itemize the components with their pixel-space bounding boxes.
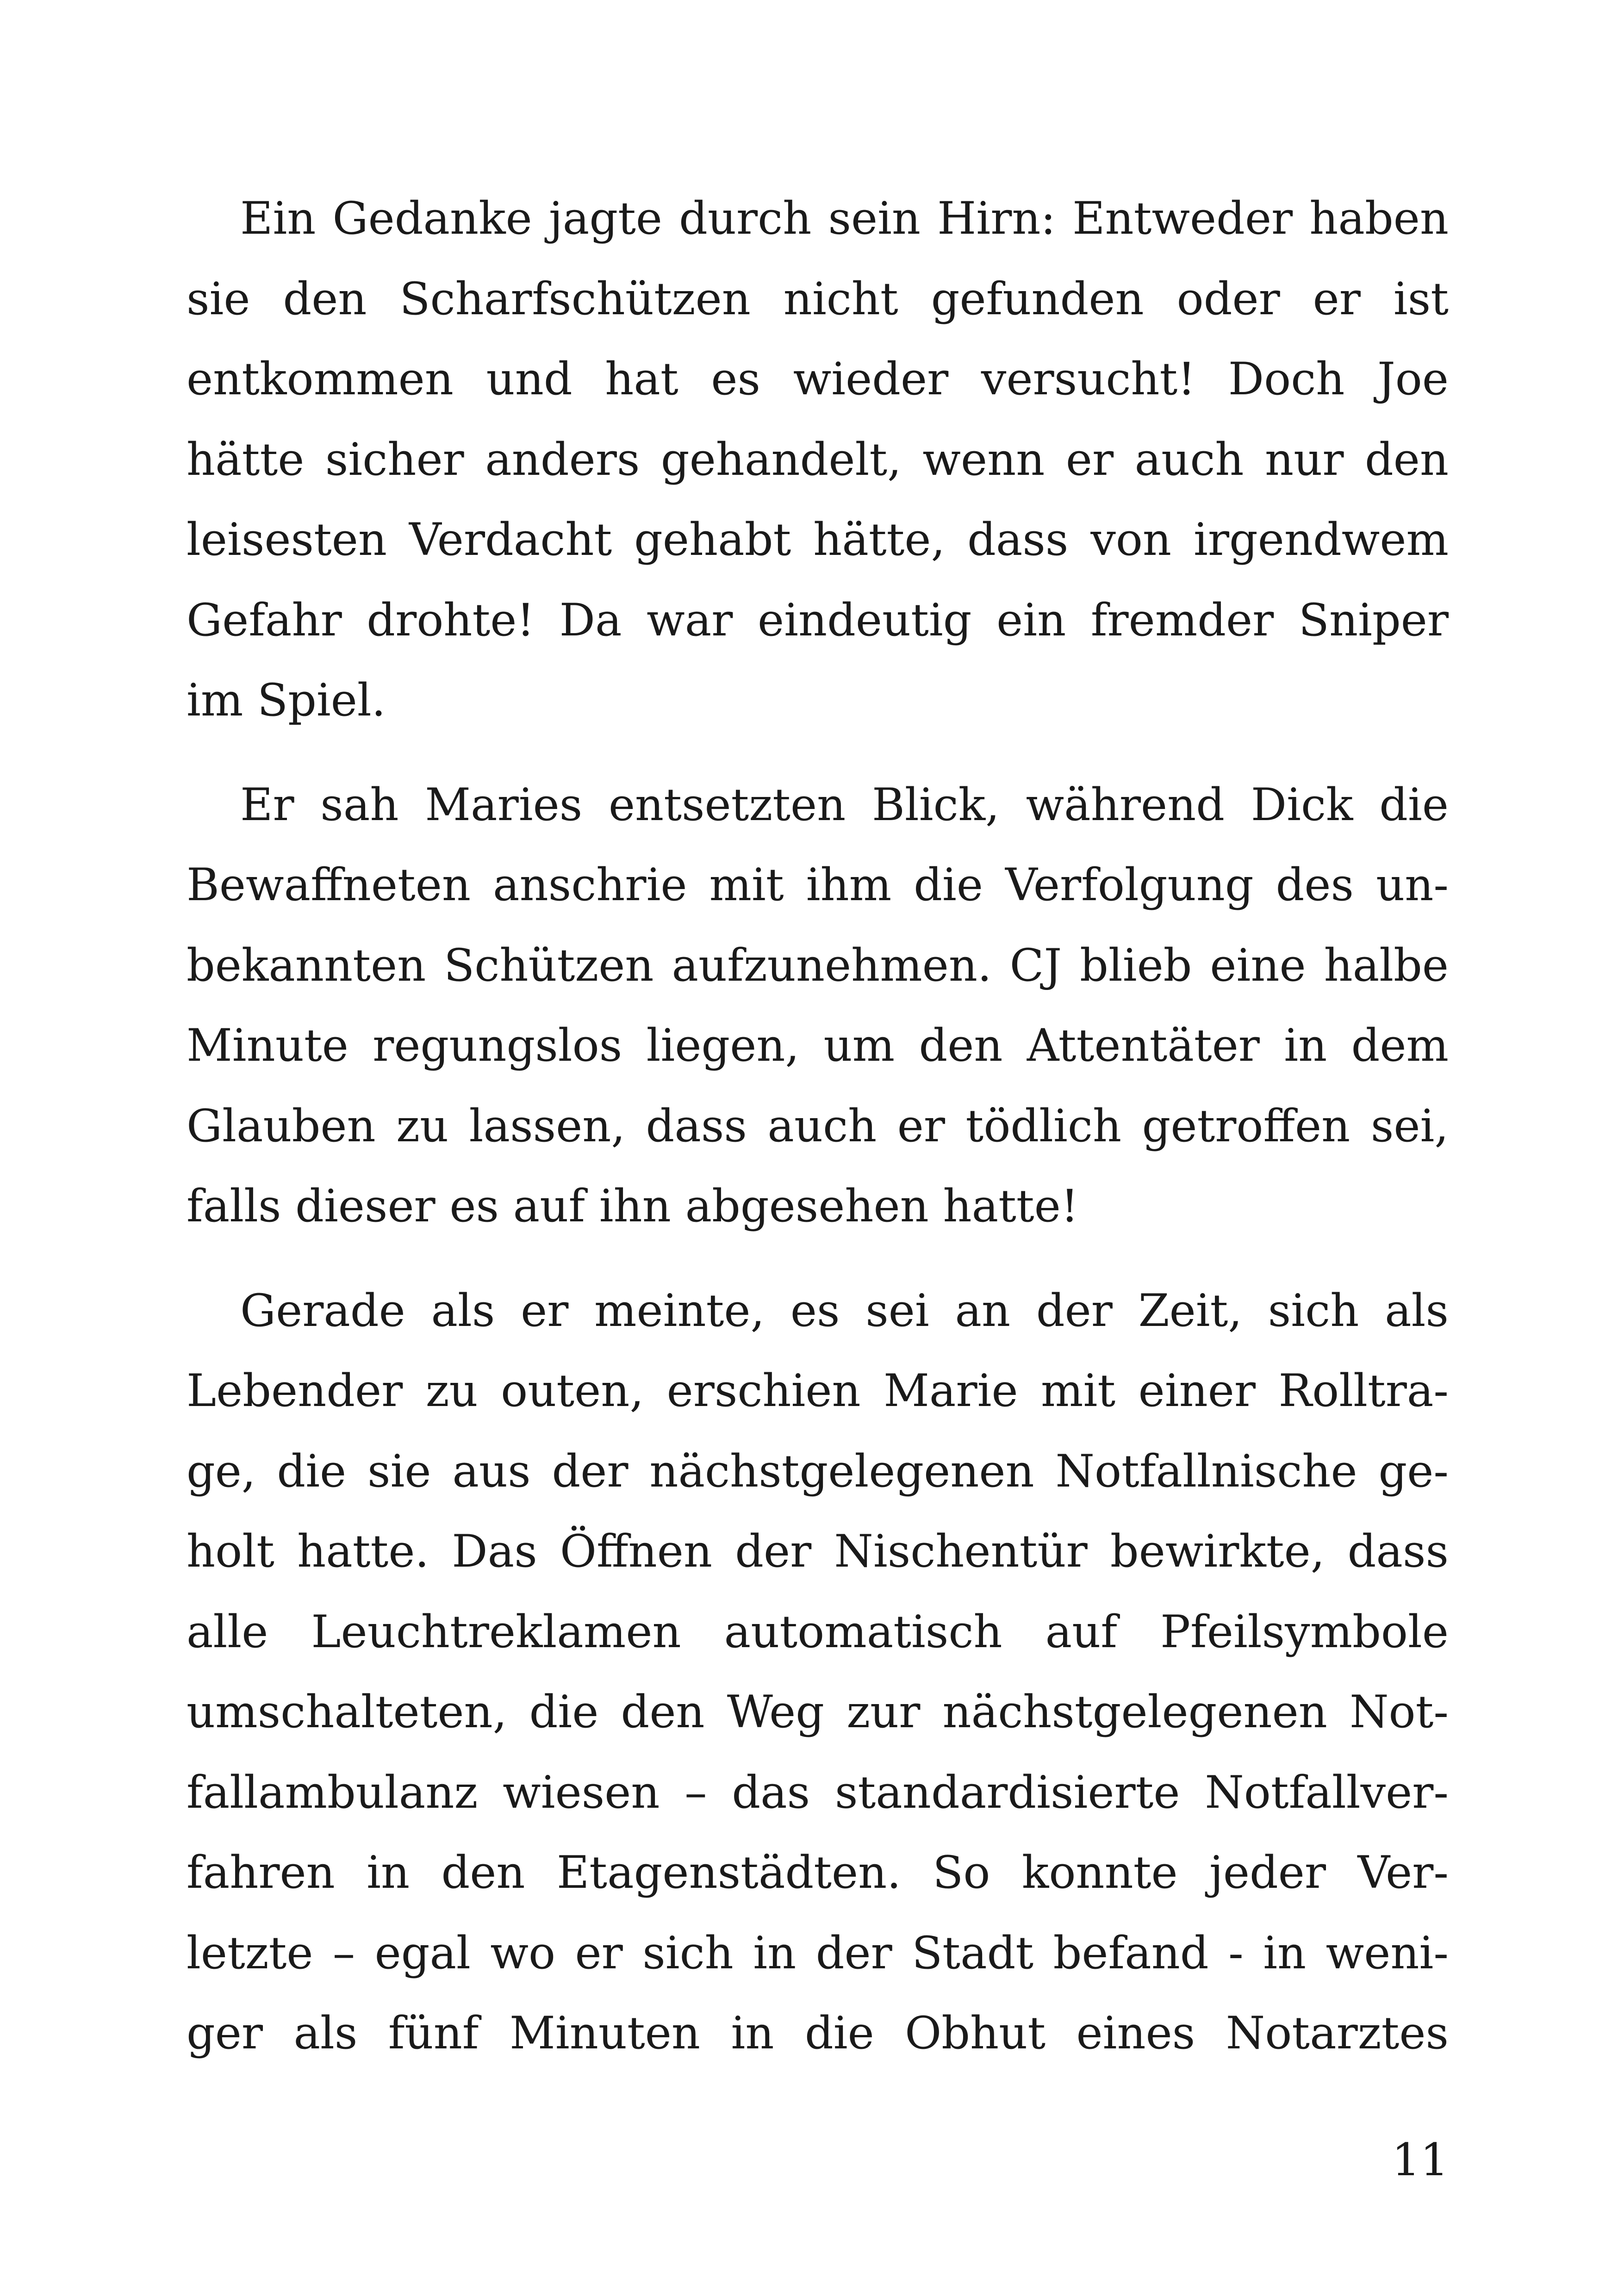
text-line: alle Leuchtreklamen automatisch auf Pfeilsymbole (187, 1605, 1449, 1658)
text-line: bekannten Schützen aufzunehmen. CJ blieb eine halbe (187, 939, 1449, 991)
text-line: ger als fünf Minuten in die Obhut eines Notarztes (187, 2007, 1449, 2059)
text-line: sie den Scharfschützen nicht gefunden oder er ist (187, 272, 1449, 325)
text-line: Er sah Maries entsetzten Blick, während Dick die (240, 778, 1449, 831)
text-line: letzte – egal wo er sich in der Stadt befand - in weni- (187, 1926, 1449, 1979)
text-line: Ein Gedanke jagte durch sein Hirn: Entweder haben (240, 192, 1449, 244)
paragraph (187, 178, 1449, 740)
paragraph (187, 1270, 1449, 2073)
text-line: Glauben zu lassen, dass auch er tödlich getroffen sei, (187, 1099, 1449, 1152)
text-line: falls dieser es auf ihn abgesehen hatte! (187, 1180, 1079, 1232)
text-line: entkommen und hat es wieder versucht! Doch Joe (187, 353, 1449, 405)
text-line: Bewaffneten anschrie mit ihm die Verfolgung des un- (187, 859, 1449, 911)
paragraph (187, 765, 1449, 1246)
text-line: Lebender zu outen, erschien Marie mit einer Rolltra- (187, 1364, 1449, 1417)
text-line: umschalteten, die den Weg zur nächstgelegenen Not- (187, 1686, 1449, 1738)
text-line: Gefahr drohte! Da war eindeutig ein fremder Sniper (187, 593, 1449, 646)
body-text (187, 178, 1449, 2073)
text-line: fahren in den Etagenstädten. So konnte jeder Ver- (187, 1846, 1449, 1898)
text-line: hätte sicher anders gehandelt, wenn er auch nur den (187, 433, 1449, 485)
text-line: fallambulanz wiesen – das standardisierte Notfallver- (187, 1766, 1449, 1818)
text-line: leisesten Verdacht gehabt hätte, dass von irgendwem (187, 513, 1449, 566)
text-line: Gerade als er meinte, es sei an der Zeit, sich als (240, 1284, 1449, 1337)
text-line: holt hatte. Das Öffnen der Nischentür bewirkte, dass (187, 1525, 1449, 1577)
page-number: 11 (1392, 2134, 1449, 2186)
text-line: Minute regungslos liegen, um den Attentäter in dem (187, 1019, 1449, 1071)
text-line: im Spiel. (187, 674, 386, 726)
text-line: ge, die sie aus der nächstgelegenen Notfallnische ge- (187, 1444, 1449, 1497)
